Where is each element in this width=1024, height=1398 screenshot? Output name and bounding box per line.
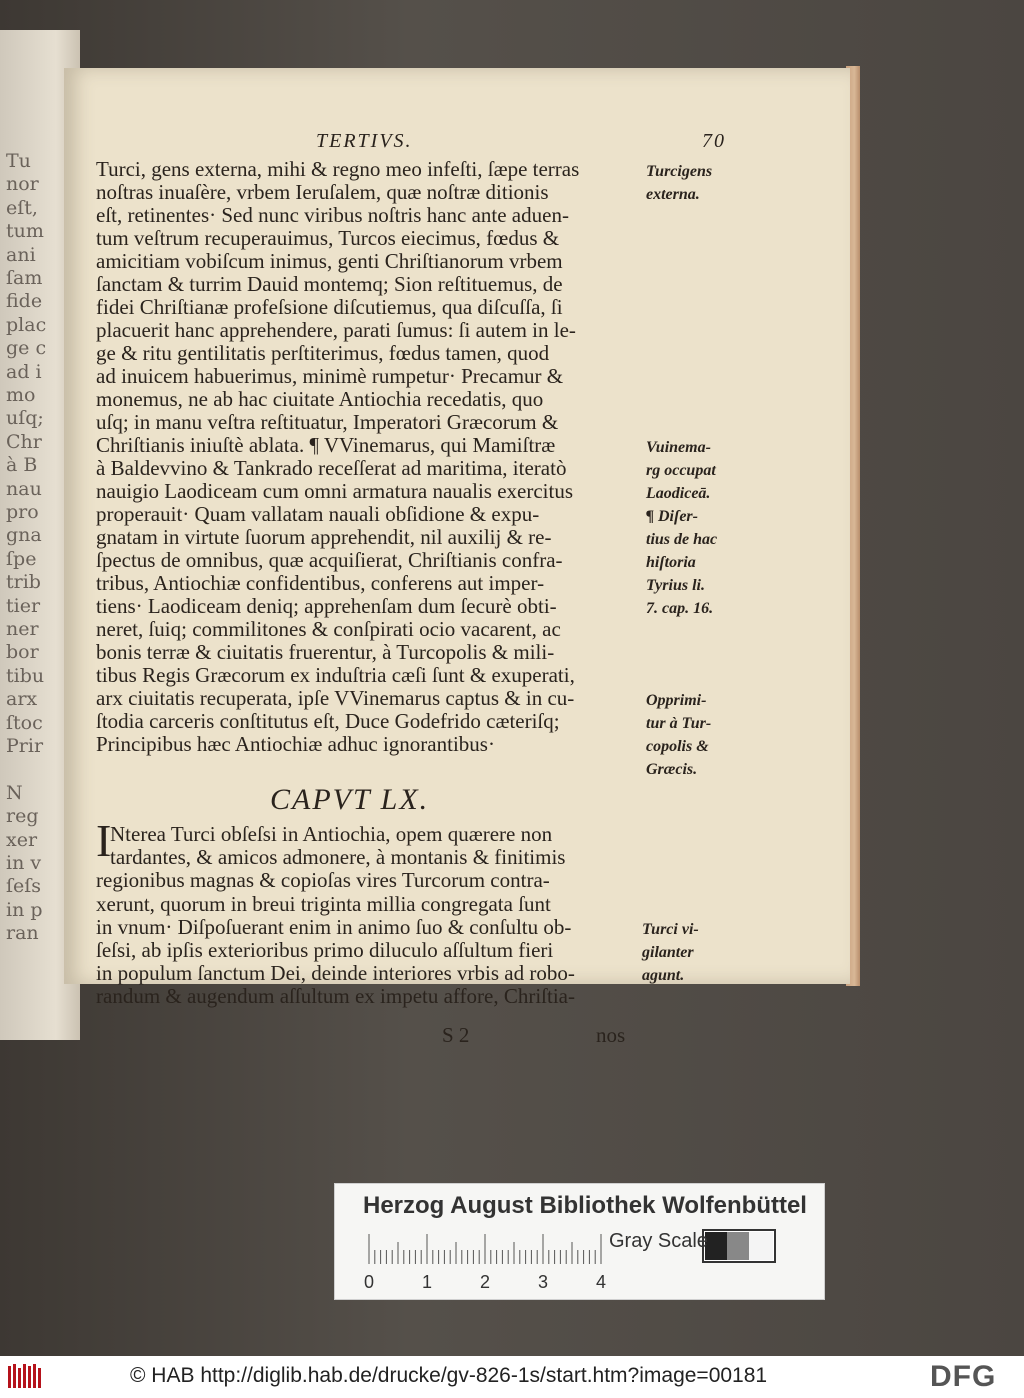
chapter-line: Nterea Turci obſeſsi in Antiochia, opem quærere non bbox=[110, 822, 553, 846]
left-page-text: fide bbox=[6, 290, 43, 313]
marginal-note: Græcis. bbox=[646, 761, 698, 778]
left-page-text: nau bbox=[6, 477, 42, 500]
marginal-note: gilanter bbox=[642, 944, 694, 961]
body-line: tiens· Laodiceam deniq; apprehenſam dum ſecurè obti- bbox=[96, 594, 557, 618]
left-page-text: ge c bbox=[6, 337, 47, 360]
body-line: fidei Chriſtianæ profeſsione diſcutiemus, qua diſcuſſa, ſi bbox=[96, 295, 563, 319]
left-page-text: ani bbox=[6, 243, 36, 266]
left-page-text: tier bbox=[6, 594, 41, 617]
left-page-text: ſam bbox=[6, 267, 43, 289]
marginal-note: ¶ Diſer- bbox=[646, 508, 698, 525]
marginal-note: agunt. bbox=[642, 967, 685, 985]
body-line: tibus Regis Græcorum ex induſtria cæſi ſunt & exuperati, bbox=[96, 663, 575, 687]
ruler-number: 2 bbox=[480, 1272, 491, 1292]
ruler-number: 0 bbox=[364, 1272, 375, 1292]
gray-scale-label: Gray Scale bbox=[609, 1230, 708, 1252]
left-page-text: in v bbox=[6, 852, 42, 874]
marginal-note: Laodiceā. bbox=[646, 485, 711, 502]
card-title: Herzog August Bibliothek Wolfenbüttel bbox=[363, 1192, 807, 1219]
body-line: Chriſtianis iniuſtè ablata. ¶ VVinemarus, qui Mamiſtræ bbox=[96, 433, 556, 457]
left-page-text: mo bbox=[6, 384, 36, 406]
book-page bbox=[64, 68, 850, 1047]
ruler-graphic bbox=[335, 1184, 824, 1299]
body-line: neret, ſuiq; commilitones & conſpirati ocio vacarent, ac bbox=[96, 617, 561, 641]
chapter-line: ſeſsi, ab ipſis exterioribus primo diluculo aſſultum fieri bbox=[96, 938, 554, 962]
body-line: ad inuicem habuerimus, minimè rumpetur· Precamur & bbox=[96, 364, 564, 388]
footer-bar bbox=[0, 1356, 1024, 1398]
chapter-line: xerunt, quorum in breui triginta millia congregata ſunt bbox=[96, 891, 551, 916]
ruler-number: 4 bbox=[596, 1272, 607, 1292]
left-page-text: ſtoc bbox=[6, 711, 43, 734]
body-line: ge & ritu gentilitatis perſtiterimus, fœdus tamen, quod bbox=[96, 341, 550, 365]
dfg-logo: DFG bbox=[930, 1360, 997, 1393]
left-page-text: Chr bbox=[6, 430, 42, 453]
body-line: properauit· Quam vallatam nauali obſidione & expu- bbox=[96, 502, 540, 526]
marginal-note: hiſtoria bbox=[646, 554, 696, 571]
body-line: Turci, gens externa, mihi & regno meo infeſti, ſæpe terras bbox=[96, 157, 580, 181]
left-page-text: in p bbox=[6, 898, 43, 921]
color-reference-card bbox=[334, 1183, 825, 1300]
left-page-text: plac bbox=[6, 313, 47, 336]
left-page-text: tibu bbox=[6, 664, 45, 687]
catchword: nos bbox=[596, 1023, 626, 1047]
left-page-text: ran bbox=[6, 922, 39, 945]
marginal-note: rg occupat bbox=[646, 462, 716, 479]
marginal-note: Vuinema- bbox=[646, 439, 711, 456]
left-page-text: reg bbox=[6, 805, 39, 828]
body-line: gnatam in virtute ſuorum apprehendit, nil auxilij & re- bbox=[96, 525, 552, 549]
marginal-note: Turci vi- bbox=[642, 920, 699, 938]
copyright-url-link[interactable]: © HAB http://diglib.hab.de/drucke/gv-826-1s/start.htm?image=00181 bbox=[130, 1364, 768, 1387]
body-line: tribus, Antiochiæ confidentibus, conferens aut imper- bbox=[96, 571, 545, 595]
marginal-note: tur à Tur- bbox=[646, 715, 712, 732]
left-page-text: ſeſs bbox=[6, 875, 42, 898]
body-line: ſtodia carceris conſtitutus eſt, Duce Godefrido cæteriſq; bbox=[96, 709, 560, 733]
left-page-text: gna bbox=[6, 524, 42, 547]
marginal-note: Turcigens bbox=[646, 163, 713, 180]
signature-mark: S 2 bbox=[442, 1023, 470, 1047]
chapter-line: tardantes, & amicos admonere, à montanis & finitimis bbox=[110, 845, 566, 870]
left-page-text: ner bbox=[6, 618, 39, 640]
chapter-heading: CAPVT LX. bbox=[270, 783, 430, 816]
hab-logo-icon bbox=[6, 1362, 46, 1392]
left-page-text: pro bbox=[6, 501, 39, 523]
body-line: ſanctam & turrim Dauid montemq; Sion reſtituemus, de bbox=[96, 272, 563, 296]
chapter-line: in vnum· Diſpoſuerant enim in animo ſuo & conſultu ob- bbox=[96, 914, 572, 939]
body-line: noſtras inuaſère, vrbem Ieruſalem, quæ noſtræ ditionis bbox=[96, 180, 549, 204]
marginal-note: tius de hac bbox=[646, 531, 718, 548]
chapter-line: regionibus magnas & copioſas vires Turcorum contra- bbox=[96, 868, 550, 893]
body-line: Principibus hæc Antiochiæ adhuc ignorantibus· bbox=[96, 732, 495, 756]
ruler-number: 3 bbox=[538, 1272, 549, 1292]
left-page-text: trib bbox=[6, 571, 41, 594]
marginal-note: copolis & bbox=[646, 738, 709, 755]
body-line: ſpectus de omnibus, quæ acquiſierat, Chriſtianis confra- bbox=[96, 548, 563, 572]
left-page-text: eſt, bbox=[6, 196, 38, 219]
marginal-note: externa. bbox=[646, 186, 700, 203]
left-page-text: tum bbox=[6, 220, 44, 243]
chapter-line: in populum ſanctum Dei, deinde interiores vrbis ad robo- bbox=[96, 961, 575, 986]
left-page-text: bor bbox=[6, 641, 39, 664]
body-line: monemus, ne ab hac ciuitate Antiochia recedatis, quo bbox=[96, 387, 544, 411]
marginal-note: Opprimi- bbox=[646, 692, 707, 709]
body-line: placuerit hanc apprehendere, parati ſumus: ſi autem in le- bbox=[96, 318, 576, 342]
body-line: bonis terræ & ciuitatis fruerentur, à Turcopolis & mili- bbox=[96, 640, 555, 664]
body-line: tum veſtrum recuperauimus, Turcos eiecimus, fœdus & bbox=[96, 226, 560, 250]
body-line: eſt, retinentes· Sed nunc viribus noſtris hanc ante aduen- bbox=[96, 203, 569, 227]
body-line: arx ciuitatis recuperata, ipſe VVinemarus captus & in cu- bbox=[96, 686, 575, 710]
left-page-text: à B bbox=[6, 454, 38, 477]
chapter-line: randum & augendum aſſultum ex impetu affore, Chriſtia- bbox=[96, 984, 575, 1009]
body-line: à Baldevvino & Tankrado receſſerat ad maritima, iteratò bbox=[96, 456, 567, 480]
drop-initial: I bbox=[96, 815, 112, 866]
ruler-number: 1 bbox=[422, 1272, 433, 1292]
left-page-text: arx bbox=[6, 688, 38, 711]
body-line: amicitiam vobiſcum inimus, genti Chriſtianorum vrbem bbox=[96, 249, 563, 273]
body-line: uſq; in manu veſtra reſtituatur, Imperatori Græcorum & bbox=[96, 410, 559, 434]
left-page-text: Tu bbox=[6, 150, 31, 172]
left-page-text: xer bbox=[6, 828, 38, 851]
marginal-note: Tyrius li. bbox=[646, 577, 705, 594]
left-page-text: nor bbox=[6, 173, 39, 196]
left-page-text: Prir bbox=[6, 735, 44, 757]
left-page-text: ad i bbox=[6, 360, 42, 383]
left-page-text: ſpe bbox=[6, 547, 37, 570]
running-head: TERTIVS. bbox=[316, 130, 413, 152]
page-number: 70 bbox=[702, 130, 726, 152]
marginal-note: 7. cap. 16. bbox=[646, 600, 714, 617]
body-line: nauigio Laodiceam cum omni armatura naualis exercitus bbox=[96, 479, 573, 503]
left-page-text: uſq; bbox=[6, 407, 44, 430]
left-page-text: N bbox=[6, 781, 23, 804]
